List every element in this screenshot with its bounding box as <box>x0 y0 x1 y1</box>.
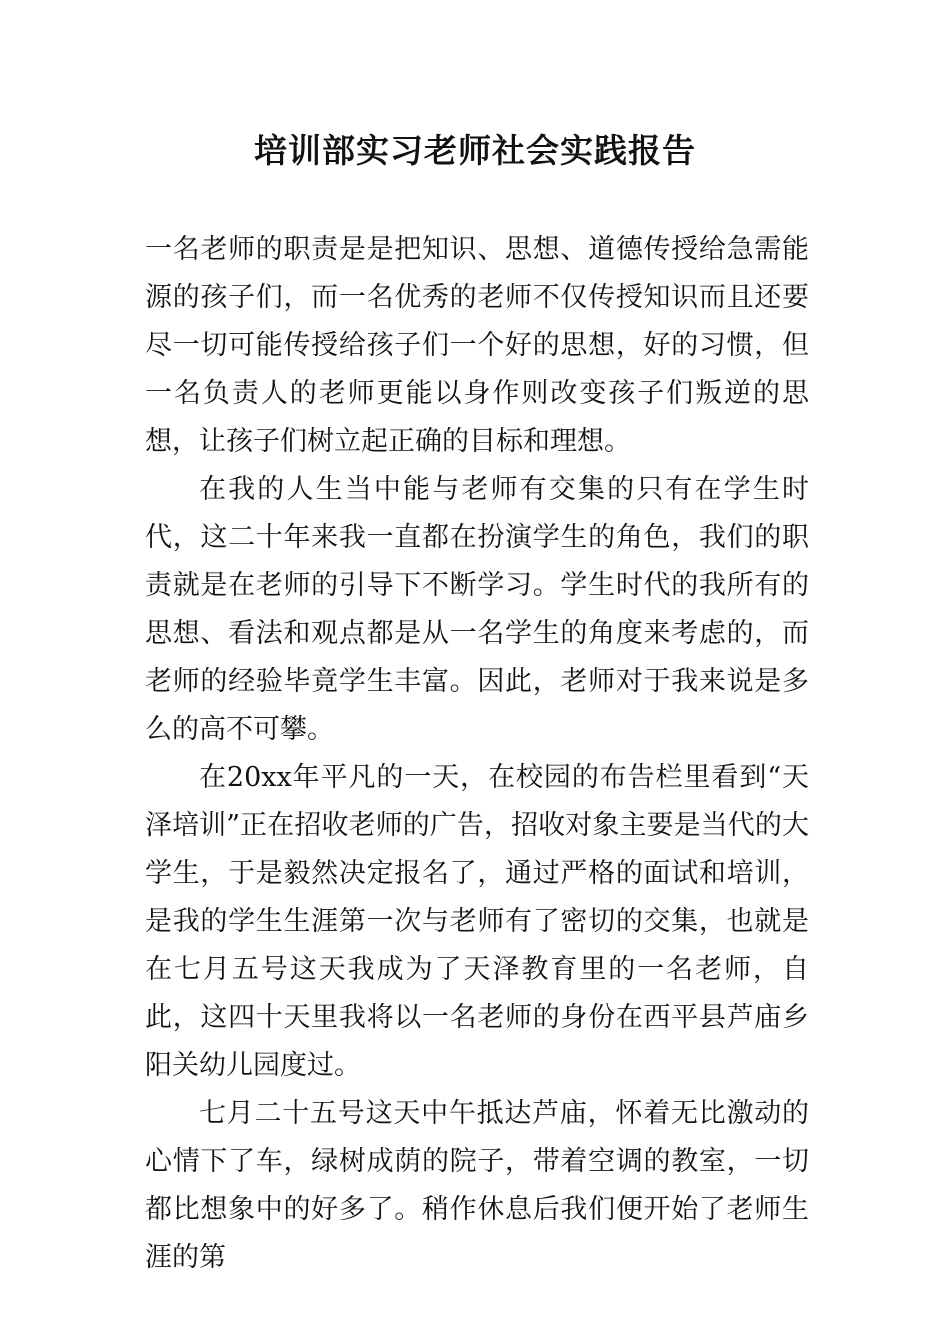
paragraph: 在我的人生当中能与老师有交集的只有在学生时代，这二十年来我一直都在扮演学生的角色，我们的职责就是在老师的引导下不断学习。学生时代的我所有的思想、看法和观点都是从一名学生的角度来考虑的，而老师的经验毕竟学生丰富。因此，老师对于我来说是多么的高不可攀。 <box>145 474 809 745</box>
document-title: 培训部实习老师社会实践报告 <box>254 131 696 170</box>
paragraph: 七月二十五号这天中午抵达芦庙，怀着无比激动的心情下了车，绿树成荫的院子，带着空调的教室，一切都比想象中的好多了。稍作休息后我们便开始了老师生涯的第 <box>145 1098 809 1273</box>
document-body <box>145 226 809 1282</box>
paragraph: 在20xx年平凡的一天，在校园的布告栏里看到“天泽培训”正在招收老师的广告，招收对象主要是当代的大学生，于是毅然决定报名了，通过严格的面试和培训，是我的学生生涯第一次与老师有了密切的交集，也就是在七月五号这天我成为了天泽教育里的一名老师，自此，这四十天里我将以一名老师的身份在西平县芦庙乡阳关幼儿园度过。 <box>145 762 809 1081</box>
paragraph: 一名老师的职责是是把知识、思想、道德传授给急需能源的孩子们，而一名优秀的老师不仅传授知识而且还要尽一切可能传授给孩子们一个好的思想，好的习惯，但一名负责人的老师更能以身作则改变孩子们叛逆的思想，让孩子们树立起正确的目标和理想。 <box>145 234 809 457</box>
